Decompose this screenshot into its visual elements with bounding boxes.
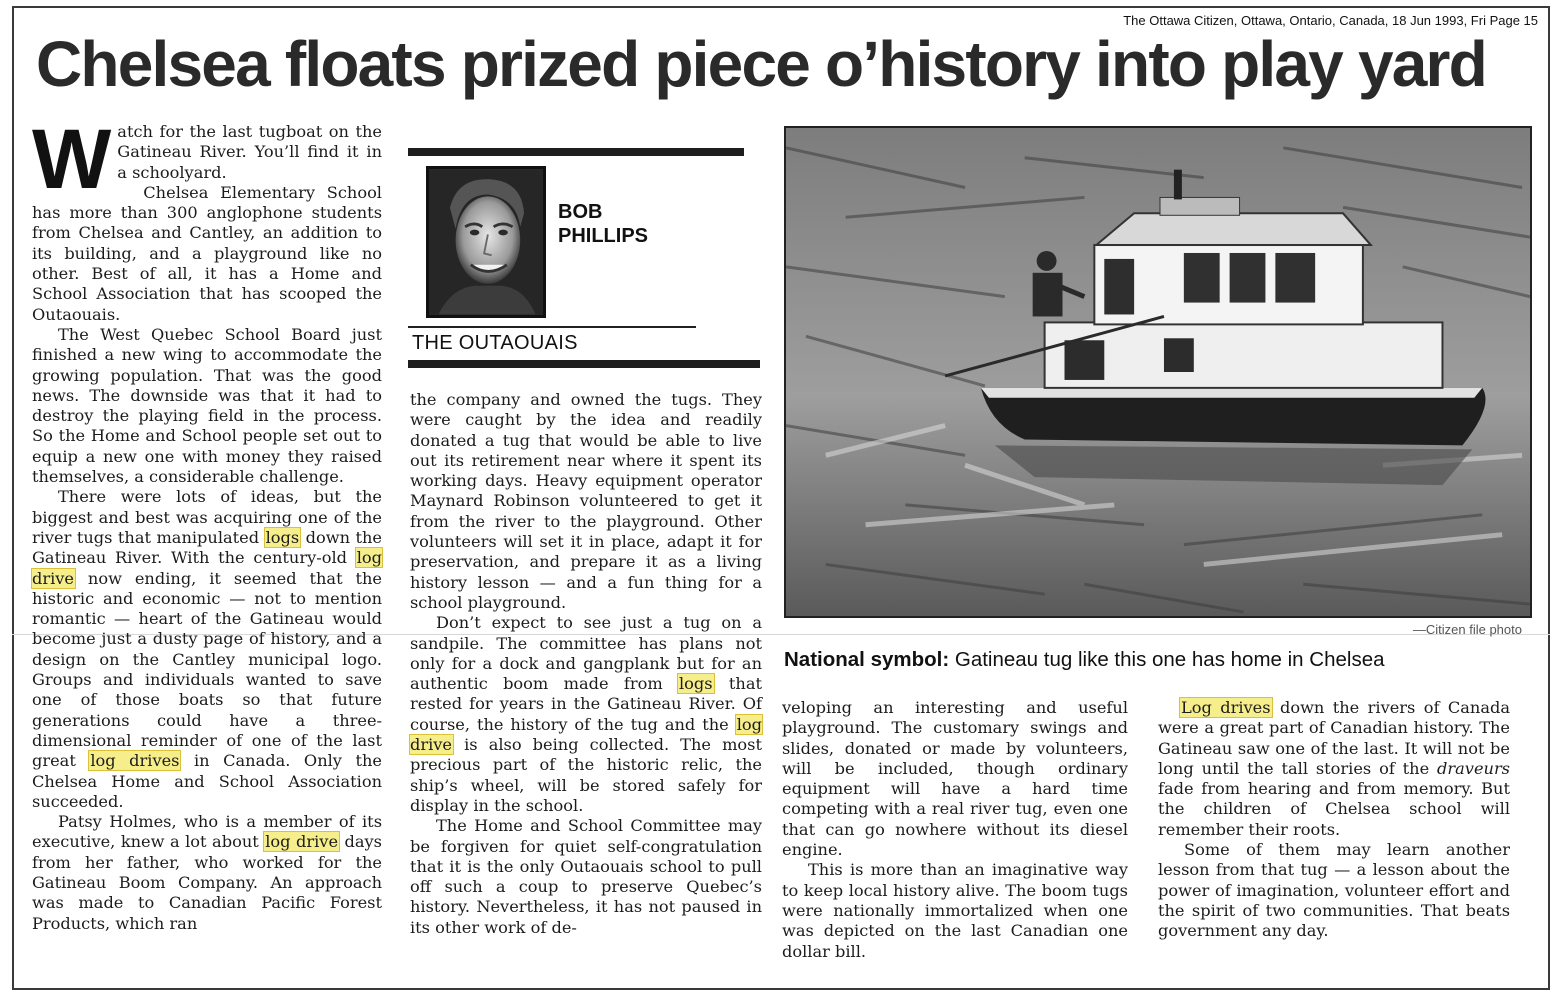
article-column-1: [32, 112, 382, 934]
p4-text-d: in Canada. Only the Chelsea Home and School Association succeeded.: [32, 751, 382, 811]
p5-text-b: days from her father, who worked for the Gatineau Boom Company. An approach was made to Canadian Pacific Forest Products, which ran: [32, 832, 382, 933]
p7-text-a: Don’t expect to see just a tug on a sandpile. The committee has plans not only for a dock and gangplank but for an authentic boom made from: [410, 613, 762, 694]
article-paragraph-5: [32, 812, 382, 934]
p2-text: Chelsea Elementary School has more than 300 anglophone students from Chelsea and Cantley, an addition to its building, and a playground like no other. Best of all, it has a Home and School Association that has scooped the Outaouais.: [32, 182, 382, 324]
caption-text: Gatineau tug like this one has home in Chelsea: [949, 648, 1385, 671]
search-highlight: log drive: [265, 832, 339, 852]
article-paragraph-12: [1158, 840, 1510, 941]
article-column-2: [410, 390, 762, 938]
author-name: [558, 200, 648, 248]
author-first-name: BOB: [558, 201, 603, 223]
article-paragraph-7: [410, 613, 762, 816]
author-last-name: PHILLIPS: [558, 225, 649, 247]
p1-text: atch for the last tugboat on the Gatineau River. You’ll find it in a schoolyard.: [117, 122, 382, 182]
p10-text: This is more than an imaginative way to keep local history alive. The boom tugs were nationally immortalized when one was depicted on the last Canadian one dollar bill.: [782, 860, 1128, 961]
byline-rule: [408, 326, 696, 328]
article-paragraph-8: [410, 816, 762, 938]
p8-text: The Home and School Committee may be forgiven for quiet self-congratulation that it is the only Outaouais school to pull off such a coup to preserve Quebec’s history. Nevertheless, it has not paused in its other work of de-: [410, 816, 762, 937]
article-column-4: [1158, 698, 1510, 942]
byline-top-rule: [408, 148, 744, 156]
search-highlight: log drive: [32, 548, 382, 588]
article-paragraph-1: [32, 112, 382, 206]
caption-lead: National symbol:: [784, 648, 950, 671]
p11-text-b: fade from hearing and from memory. But the children of Chelsea school will remember their roots.: [1158, 779, 1510, 839]
author-portrait-image: [429, 169, 543, 315]
p7-text-c: is also being collected. The most precious part of the historic relic, the ship’s wheel, will be stored safely for display in the school.: [410, 735, 762, 815]
search-highlight: log drives: [90, 751, 180, 771]
article-paragraph-11: [1158, 698, 1510, 840]
p11-italic: draveurs: [1437, 758, 1510, 778]
search-highlight: logs: [265, 527, 300, 547]
article-paragraph-3: [32, 325, 382, 487]
p3-text: The West Quebec School Board just finished a new wing to accommodate the growing population. That was the good news. The downside was that it had to destroy the playing field in the process. So the Home and School people set out to equip a new one with money they raised themselves, a considerable challenge.: [32, 324, 382, 487]
drop-cap: W: [32, 112, 112, 206]
article-paragraph-10: [782, 860, 1128, 961]
column-section-name: THE OUTAOUAIS: [412, 332, 578, 354]
article-paragraph-2: [32, 183, 382, 325]
news-photo: [784, 126, 1532, 618]
p4-text-b: down the Gatineau River. With the century-old: [32, 527, 382, 568]
article-paragraph-4: [32, 487, 382, 812]
search-highlight: log drive: [410, 714, 762, 755]
article-paragraph-9: [782, 698, 1128, 860]
p4-text-a: There were lots of ideas, but the biggest and best was acquiring one of the river tugs that manipulated: [32, 487, 382, 547]
photo-caption: [784, 646, 1524, 674]
headline: Chelsea floats prized piece o’history into play yard: [36, 28, 1486, 100]
p5-text-a: Patsy Holmes, who is a member of its executive, knew a lot about: [32, 812, 382, 852]
p9-text: veloping an interesting and useful playground. The customary swings and slides, donated or made by volunteers, will be included, though ordinary equipment will have a hard time competing with a real river tug, even one that can go nowhere without its diesel engine.: [782, 698, 1128, 860]
p6-text: the company and owned the tugs. They were caught by the idea and readily donated a tug that would be able to live out its retirement near where it spent its working days. Heavy equipment operator Maynard Robinson volunteered to get it from the river to the playground. Other volunteers will set it in place, adapt it for preservation, and prepare it as a living history lesson — and a fun thing for a school playground.: [410, 390, 762, 612]
byline-bottom-rule: [408, 360, 760, 368]
p7-text-b: that rested for years in the Gatineau River. Of course, the history of the tug and the: [410, 674, 762, 734]
article-paragraph-6: [410, 390, 762, 613]
p12-text: Some of them may learn another lesson from that tug — a lesson about the power of imagination, volunteer effort and the spirit of two communities. That beats government any day.: [1158, 840, 1510, 941]
search-highlight: logs: [679, 674, 713, 694]
search-highlight: Log drives: [1181, 698, 1271, 717]
p11-text-a: down the rivers of Canada were a great part of Canadian history. The Gatineau saw one of the last. It will not be long until the tall stories of the: [1158, 698, 1510, 778]
source-line: The Ottawa Citizen, Ottawa, Ontario, Canada, 18 Jun 1993, Fri Page 15: [1123, 13, 1538, 28]
tugboat-photo-image: [786, 128, 1530, 616]
p4-text-c: now ending, it seemed that the historic and economic — not to mention romantic — heart of the Gatineau would become just a dusty page of history, and a design on the Cantley municipal logo. Groups and individuals wanted to save one of those boats so that future generations could have a three-dimensional reminder of one of the last great: [32, 568, 382, 771]
article-column-3: [782, 698, 1128, 962]
author-portrait: [426, 166, 546, 318]
photo-credit: —Citizen file photo: [1412, 622, 1522, 637]
